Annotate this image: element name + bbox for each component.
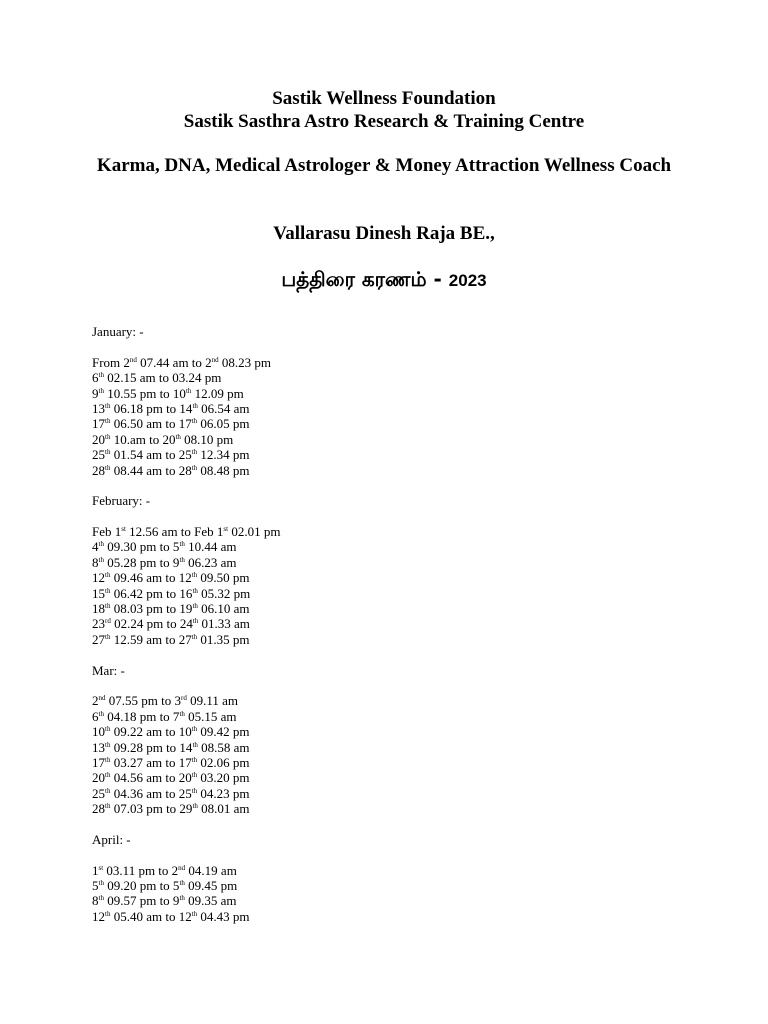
ordinal-suffix: th [98, 709, 104, 718]
ordinal-suffix: th [191, 771, 198, 780]
schedule-entry [92, 570, 692, 585]
entry-text: 03.20 pm [197, 770, 250, 786]
entry-text: 02.01 pm [228, 524, 281, 540]
entry-text: 04.18 pm to 7 [103, 708, 180, 724]
schedule-entry [92, 601, 692, 616]
ordinal-suffix: th [191, 786, 198, 795]
ordinal-suffix: th [105, 401, 111, 410]
entry-text: 03.27 am to 17 [110, 754, 192, 770]
entry-text: 03.11 pm to 2 [103, 862, 179, 878]
schedule-entry [92, 755, 692, 770]
entry-text: 13 [92, 739, 105, 755]
schedule-entry [92, 693, 692, 708]
month-heading: January: - [92, 324, 144, 339]
ordinal-suffix: th [192, 617, 199, 626]
entry-text: 04.23 pm [197, 785, 250, 801]
ordinal-suffix: rd [105, 617, 111, 626]
ordinal-suffix: th [192, 802, 198, 811]
month-block [92, 663, 692, 832]
entry-text: 25 [92, 785, 105, 801]
month-block [92, 493, 692, 662]
entry-text: From 2 [92, 354, 130, 370]
entry-text: 25 [92, 447, 105, 463]
entry-text: 07.44 am to 2 [136, 354, 212, 370]
schedule-entry [92, 740, 692, 755]
ordinal-suffix: th [179, 709, 185, 718]
entry-text: 18 [92, 601, 105, 617]
entry-text: 06.50 am to 17 [110, 416, 192, 432]
entry-text: 04.56 am to 20 [110, 770, 192, 786]
title-year: 2023 [448, 271, 487, 290]
entry-text: 20 [92, 770, 105, 786]
ordinal-suffix: th [179, 894, 185, 903]
entry-text: 07.55 pm to 3 [105, 693, 181, 709]
month-heading: April: - [92, 831, 131, 847]
entry-text: 08.01 am [197, 801, 250, 817]
ordinal-suffix: th [191, 448, 198, 457]
document-title [80, 265, 688, 295]
month-block [92, 832, 692, 924]
entry-text: 6 [92, 370, 99, 386]
ordinal-suffix: th [105, 463, 111, 472]
title-tamil: பத்திரை கரணம் - [281, 267, 449, 291]
ordinal-suffix: nd [211, 355, 219, 364]
schedule-entry [92, 539, 692, 554]
ordinal-suffix: th [105, 802, 111, 811]
schedule-entry [92, 863, 692, 878]
entry-text: 08.48 pm [197, 462, 250, 478]
entry-text: 02.06 pm [197, 754, 250, 770]
entry-text: 09.57 pm to 9 [103, 893, 180, 909]
entry-text: 01.35 pm [197, 631, 250, 647]
entry-text: 6 [92, 708, 99, 724]
ordinal-suffix: th [185, 386, 192, 395]
schedule-entry [92, 370, 692, 385]
entry-text: 08.03 pm to 19 [110, 601, 193, 617]
ordinal-suffix: th [191, 725, 198, 734]
entry-text: 09.30 pm to 5 [103, 539, 180, 555]
ordinal-suffix: th [192, 740, 198, 749]
schedule-entry [92, 801, 692, 816]
entry-text: 08.10 pm [180, 431, 234, 447]
entry-text: 09.46 am to 12 [110, 570, 192, 586]
entry-text: 09.11 am [186, 693, 238, 709]
entry-text: 09.45 pm [184, 878, 238, 894]
entry-text: 05.28 pm to 9 [103, 554, 180, 570]
entry-text: 12 [92, 908, 105, 924]
author-name-line: Vallarasu Dinesh Raja BE., [273, 223, 495, 244]
ordinal-suffix: th [191, 417, 198, 426]
entry-text: 1 [92, 862, 99, 878]
schedule-entry [92, 909, 692, 924]
ordinal-suffix: th [98, 555, 104, 564]
entry-text: 04.19 am [185, 862, 237, 878]
entry-text: 08.23 pm [218, 354, 272, 370]
ordinal-suffix: th [98, 540, 104, 549]
entry-text: 23 [92, 616, 105, 632]
entry-text: 04.36 am to 25 [110, 785, 192, 801]
org-name-line: Sastik Wellness Foundation [272, 88, 496, 109]
ordinal-suffix: rd [180, 694, 187, 703]
entry-text: 8 [92, 554, 99, 570]
ordinal-suffix: th [191, 463, 198, 472]
entry-text: 02.24 pm to 24 [110, 616, 193, 632]
ordinal-suffix: th [105, 417, 111, 426]
ordinal-suffix: th [105, 448, 111, 457]
entry-text: 04.43 pm [197, 908, 250, 924]
schedule-entry [92, 447, 692, 462]
ordinal-suffix: nd [178, 863, 186, 872]
entry-text: 12.09 pm [191, 385, 244, 401]
ordinal-suffix: nd [98, 694, 106, 703]
entry-text: 20 [92, 431, 105, 447]
entry-text: 15 [92, 585, 105, 601]
ordinal-suffix: th [98, 386, 104, 395]
schedule-entry [92, 432, 692, 447]
schedule-entry [92, 709, 692, 724]
ordinal-suffix: th [191, 571, 198, 580]
schedule-entry [92, 786, 692, 801]
entry-text: 4 [92, 539, 99, 555]
entry-text: 05.32 pm [197, 585, 251, 601]
entry-text: 06.23 am [184, 554, 237, 570]
entry-text: 05.40 am to 12 [110, 908, 192, 924]
entry-text: 06.10 am [197, 601, 250, 617]
entry-text: 9 [92, 385, 99, 401]
entry-text: 10.44 am [184, 539, 237, 555]
entry-text: 10 [92, 724, 105, 740]
ordinal-suffix: th [105, 725, 111, 734]
schedule-entry [92, 524, 692, 539]
schedule-entry [92, 632, 692, 647]
entry-text: 09.35 am [184, 893, 237, 909]
spacer [92, 647, 692, 662]
org-centre-line: Sastik Sasthra Astro Research & Training Centre [183, 111, 585, 132]
entry-text: 12.56 am to Feb 1 [125, 524, 224, 540]
schedule-entry [92, 355, 692, 370]
schedule-entry [92, 878, 692, 893]
schedule-entry [92, 616, 692, 631]
ordinal-suffix: th [105, 740, 111, 749]
entry-text: 17 [92, 416, 105, 432]
entry-text: 10.55 pm to 10 [103, 385, 186, 401]
month-block [92, 324, 692, 493]
ordinal-suffix: th [191, 632, 198, 641]
entry-text: 17 [92, 754, 105, 770]
schedule-entry [92, 724, 692, 739]
ordinal-suffix: th [179, 540, 185, 549]
entry-text: 09.22 am to 10 [110, 724, 192, 740]
entry-text: 12.59 am to 27 [110, 631, 192, 647]
entry-text: 13 [92, 400, 105, 416]
ordinal-suffix: th [105, 755, 111, 764]
entry-text: 10.am to 20 [110, 431, 176, 447]
spacer [92, 478, 692, 493]
ordinal-suffix: th [175, 432, 181, 441]
entry-text: 12 [92, 570, 105, 586]
schedule-entry [92, 401, 692, 416]
ordinal-suffix: th [192, 586, 198, 595]
schedule-entry [92, 416, 692, 431]
entry-text: 06.18 pm to 14 [110, 400, 193, 416]
ordinal-suffix: th [98, 894, 104, 903]
ordinal-suffix: th [98, 879, 104, 888]
entry-text: 12.34 pm [197, 447, 250, 463]
ordinal-suffix: th [105, 909, 111, 918]
entry-text: 2 [92, 693, 99, 709]
ordinal-suffix: th [105, 786, 111, 795]
entry-text: 09.50 pm [197, 570, 250, 586]
entry-text: 06.05 pm [197, 416, 250, 432]
entry-text: 09.42 pm [197, 724, 250, 740]
entry-text: 28 [92, 462, 105, 478]
schedule-entry [92, 555, 692, 570]
entry-text: 09.28 pm to 14 [110, 739, 193, 755]
entry-text: 28 [92, 801, 105, 817]
ordinal-suffix: th [98, 371, 104, 380]
ordinal-suffix: th [105, 571, 111, 580]
entry-text: 02.15 am to 03.24 pm [103, 370, 222, 386]
ordinal-suffix: nd [129, 355, 137, 364]
entry-text: 08.58 am [197, 739, 250, 755]
entry-text: 8 [92, 893, 99, 909]
entry-text: 06.54 am [197, 400, 250, 416]
entry-text: 08.44 am to 28 [110, 462, 192, 478]
entry-text: 01.54 am to 25 [110, 447, 192, 463]
schedule-entry [92, 386, 692, 401]
schedule-entry [92, 893, 692, 908]
ordinal-suffix: th [191, 909, 198, 918]
entry-text: 06.42 pm to 16 [110, 585, 193, 601]
month-heading: February: - [92, 493, 151, 509]
ordinal-suffix: st [121, 525, 126, 534]
ordinal-suffix: th [192, 602, 198, 611]
entry-text: 27 [92, 631, 105, 647]
schedule-entry [92, 586, 692, 601]
ordinal-suffix: th [105, 602, 111, 611]
schedule-body [92, 324, 692, 924]
ordinal-suffix: th [179, 879, 185, 888]
entry-text: Feb 1 [92, 524, 122, 540]
ordinal-suffix: th [105, 771, 111, 780]
schedule-entry [92, 463, 692, 478]
ordinal-suffix: th [105, 432, 111, 441]
ordinal-suffix: th [192, 401, 198, 410]
entry-text: 01.33 am [198, 616, 250, 632]
ordinal-suffix: th [191, 755, 198, 764]
entry-text: 05.15 am [184, 708, 237, 724]
ordinal-suffix: st [223, 525, 229, 534]
entry-text: 09.20 pm to 5 [103, 878, 180, 894]
entry-text: 5 [92, 878, 99, 894]
ordinal-suffix: th [105, 632, 111, 641]
role-line: Karma, DNA, Medical Astrologer & Money Attraction Wellness Coach [96, 155, 672, 176]
month-heading: Mar: - [92, 662, 125, 678]
ordinal-suffix: st [98, 863, 104, 872]
ordinal-suffix: th [179, 555, 185, 564]
entry-text: 07.03 pm to 29 [110, 801, 193, 817]
spacer [92, 817, 692, 832]
schedule-entry [92, 770, 692, 785]
ordinal-suffix: th [105, 586, 111, 595]
